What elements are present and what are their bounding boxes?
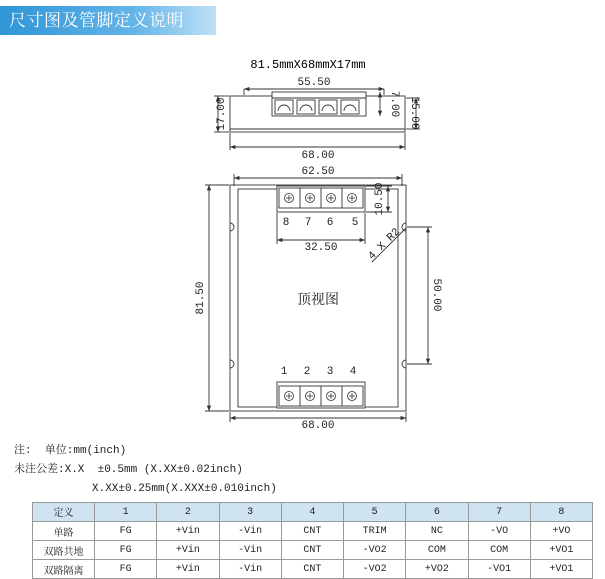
pin-number: 6	[326, 217, 334, 229]
table-cell: +Vin	[157, 560, 219, 579]
side-total-width-label: 68.00	[301, 150, 335, 162]
table-cell: +VO1	[530, 560, 592, 579]
pin-definition-table	[32, 502, 593, 579]
table-cell: COM	[468, 541, 530, 560]
table-cell: 双路隔离	[33, 560, 95, 579]
table-cell: +Vin	[157, 541, 219, 560]
table-row	[33, 522, 593, 541]
column-header: 7	[468, 503, 530, 522]
pin-number: 5	[351, 217, 359, 229]
terminal-height-label: 7.00	[388, 90, 400, 118]
pin-number: 4	[349, 366, 357, 378]
overall-dimensions: 81.5mmX68mmX17mm	[250, 58, 366, 72]
table-header-row	[33, 503, 593, 522]
column-header: 2	[157, 503, 219, 522]
table-cell: +Vin	[157, 522, 219, 541]
pin-number: 8	[282, 217, 290, 229]
length-label: 81.50	[195, 281, 207, 315]
notes	[14, 442, 277, 499]
terminal-depth-label: 10.50	[374, 182, 386, 216]
table-cell: TRIM	[344, 522, 406, 541]
top-width-label: 62.50	[301, 166, 335, 178]
table-cell: -Vin	[219, 541, 281, 560]
table-cell: FG	[95, 541, 157, 560]
column-header: 定义	[33, 503, 95, 522]
corner-radius-label: 4 X R2	[366, 226, 403, 263]
pin-number: 3	[326, 366, 334, 378]
table-cell: CNT	[281, 522, 343, 541]
side-length-label: 50.00	[430, 278, 442, 312]
bottom-width-label: 68.00	[301, 420, 335, 432]
side-height-right-label: 15.00	[408, 96, 420, 130]
table-cell: +VO1	[530, 541, 592, 560]
table-cell: -Vin	[219, 560, 281, 579]
side-width-label: 55.50	[297, 77, 331, 89]
table-cell: FG	[95, 560, 157, 579]
table-cell: -VO1	[468, 560, 530, 579]
table-cell: -VO	[468, 522, 530, 541]
column-header: 6	[406, 503, 468, 522]
table-cell: -VO2	[344, 541, 406, 560]
unit-note: 注: 单位:mm(inch)	[14, 445, 127, 457]
column-header: 3	[219, 503, 281, 522]
column-header: 8	[530, 503, 592, 522]
table-row	[33, 560, 593, 579]
table-row	[33, 541, 593, 560]
tolerance-note-2: X.XX±0.25mm(X.XXX±0.010inch)	[92, 483, 277, 495]
tolerance-note: 未注公差:X.X ±0.5mm (X.XX±0.02inch)	[14, 464, 243, 476]
column-header: 5	[344, 503, 406, 522]
table-cell: +VO	[530, 522, 592, 541]
section-title: 尺寸图及管脚定义说明	[0, 6, 216, 35]
pin-number: 1	[280, 366, 288, 378]
table-cell: CNT	[281, 541, 343, 560]
table-cell: CNT	[281, 560, 343, 579]
table-cell: -Vin	[219, 522, 281, 541]
table-cell: 单路	[33, 522, 95, 541]
side-height-left-label: 17.00	[216, 97, 228, 131]
table-cell: -VO2	[344, 560, 406, 579]
terminal-span-label: 32.50	[304, 242, 338, 254]
top-view-caption: 顶视图	[297, 291, 339, 307]
column-header: 4	[281, 503, 343, 522]
table-cell: 双路共地	[33, 541, 95, 560]
pin-number: 2	[303, 366, 311, 378]
table-cell: FG	[95, 522, 157, 541]
column-header: 1	[95, 503, 157, 522]
table-cell: NC	[406, 522, 468, 541]
table-cell: COM	[406, 541, 468, 560]
pin-number: 7	[304, 217, 312, 229]
table-cell: +VO2	[406, 560, 468, 579]
